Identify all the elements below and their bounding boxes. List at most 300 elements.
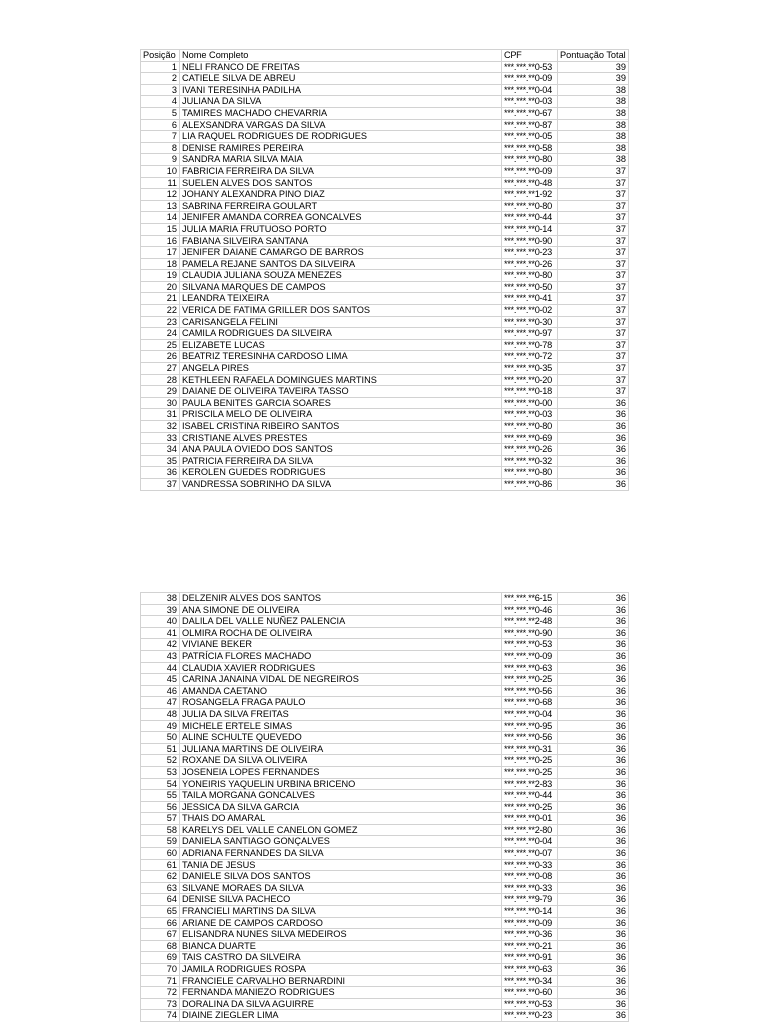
cell-cpf: ***.***.**0-33 [502,882,558,894]
cell-score: 36 [558,593,629,605]
cell-cpf: ***.***.**2-80 [502,824,558,836]
ranking-rows-page-2 [141,593,629,1022]
cell-score: 36 [558,743,629,755]
table-row [141,824,629,836]
cell-score: 36 [558,906,629,918]
table-row [141,650,629,662]
cell-position: 50 [141,732,180,744]
table-header-row [141,50,629,62]
cell-score: 38 [558,119,629,131]
cell-position: 56 [141,801,180,813]
cell-name: IVANI TERESINHA PADILHA [180,84,502,96]
table-row [141,293,629,305]
cell-score: 38 [558,154,629,166]
cell-position: 20 [141,281,180,293]
cell-cpf: ***.***.**0-35 [502,363,558,375]
cell-cpf: ***.***.**0-09 [502,165,558,177]
table-row [141,455,629,467]
cell-cpf: ***.***.**0-26 [502,444,558,456]
cell-position: 19 [141,270,180,282]
table-row [141,409,629,421]
cell-position: 46 [141,685,180,697]
cell-cpf: ***.***.**0-30 [502,316,558,328]
table-row [141,61,629,73]
cell-name: FRANCIELI MARTINS DA SILVA [180,906,502,918]
cell-cpf: ***.***.**0-48 [502,177,558,189]
cell-name: SUELEN ALVES DOS SANTOS [180,177,502,189]
table-row [141,444,629,456]
cell-position: 47 [141,697,180,709]
table-row [141,882,629,894]
cell-name: VERICA DE FATIMA GRILLER DOS SANTOS [180,305,502,317]
cell-position: 51 [141,743,180,755]
cell-name: FABIANA SILVEIRA SANTANA [180,235,502,247]
cell-position: 52 [141,755,180,767]
cell-cpf: ***.***.**0-14 [502,906,558,918]
cell-name: BIANCA DUARTE [180,940,502,952]
cell-position: 42 [141,639,180,651]
cell-score: 38 [558,142,629,154]
cell-score: 38 [558,84,629,96]
cell-position: 41 [141,627,180,639]
cell-position: 2 [141,73,180,85]
header-position: Posição [141,50,180,62]
cell-name: ISABEL CRISTINA RIBEIRO SANTOS [180,421,502,433]
table-row [141,778,629,790]
cell-score: 38 [558,131,629,143]
cell-name: ROXANE DA SILVA OLIVEIRA [180,755,502,767]
cell-name: ALINE SCHULTE QUEVEDO [180,732,502,744]
cell-position: 32 [141,421,180,433]
cell-position: 30 [141,397,180,409]
cell-cpf: ***.***.**0-41 [502,293,558,305]
ranking-rows-page-1 [141,61,629,490]
cell-score: 37 [558,247,629,259]
cell-position: 55 [141,790,180,802]
cell-cpf: ***.***.**0-32 [502,455,558,467]
cell-cpf: ***.***.**0-18 [502,386,558,398]
cell-name: KETHLEEN RAFAELA DOMINGUES MARTINS [180,374,502,386]
table-row [141,119,629,131]
table-row [141,801,629,813]
cell-name: TAILA MORGANA GONCALVES [180,790,502,802]
table-row [141,351,629,363]
table-row [141,305,629,317]
table-row [141,177,629,189]
cell-cpf: ***.***.**0-34 [502,975,558,987]
table-row [141,131,629,143]
cell-name: JAMILA RODRIGUES ROSPA [180,964,502,976]
table-row [141,235,629,247]
cell-position: 27 [141,363,180,375]
cell-cpf: ***.***.**0-60 [502,987,558,999]
cell-name: VIVIANE BEKER [180,639,502,651]
cell-position: 3 [141,84,180,96]
cell-score: 37 [558,316,629,328]
table-row [141,627,629,639]
cell-name: KARELYS DEL VALLE CANELON GOMEZ [180,824,502,836]
cell-score: 36 [558,824,629,836]
cell-name: ALEXSANDRA VARGAS DA SILVA [180,119,502,131]
cell-score: 36 [558,639,629,651]
cell-name: SILVANA MARQUES DE CAMPOS [180,281,502,293]
table-row [141,917,629,929]
cell-cpf: ***.***.**0-01 [502,813,558,825]
cell-position: 38 [141,593,180,605]
table-row [141,732,629,744]
cell-name: TAMIRES MACHADO CHEVARRIA [180,107,502,119]
cell-cpf: ***.***.**0-80 [502,270,558,282]
cell-position: 35 [141,455,180,467]
cell-position: 25 [141,339,180,351]
table-row [141,639,629,651]
cell-cpf: ***.***.**0-46 [502,604,558,616]
cell-position: 49 [141,720,180,732]
table-row [141,790,629,802]
cell-position: 33 [141,432,180,444]
cell-score: 36 [558,917,629,929]
cell-cpf: ***.***.**0-86 [502,478,558,490]
cell-position: 72 [141,987,180,999]
cell-score: 37 [558,281,629,293]
cell-position: 69 [141,952,180,964]
cell-score: 36 [558,455,629,467]
cell-name: ROSANGELA FRAGA PAULO [180,697,502,709]
cell-score: 37 [558,258,629,270]
cell-score: 36 [558,467,629,479]
table-row [141,616,629,628]
cell-position: 13 [141,200,180,212]
table-row [141,281,629,293]
table-row [141,73,629,85]
cell-position: 36 [141,467,180,479]
cell-name: VANDRESSA SOBRINHO DA SILVA [180,478,502,490]
cell-position: 40 [141,616,180,628]
cell-score: 36 [558,616,629,628]
table-row [141,328,629,340]
table-row [141,604,629,616]
table-row [141,339,629,351]
cell-score: 36 [558,975,629,987]
cell-cpf: ***.***.**0-09 [502,650,558,662]
cell-cpf: ***.***.**0-25 [502,755,558,767]
cell-cpf: ***.***.**0-53 [502,639,558,651]
cell-cpf: ***.***.**0-91 [502,952,558,964]
cell-cpf: ***.***.**0-04 [502,84,558,96]
cell-cpf: ***.***.**0-72 [502,351,558,363]
cell-score: 36 [558,650,629,662]
cell-cpf: ***.***.**0-26 [502,258,558,270]
cell-name: TANIA DE JESUS [180,859,502,871]
cell-cpf: ***.***.**0-23 [502,247,558,259]
table-row [141,397,629,409]
cell-score: 37 [558,351,629,363]
cell-cpf: ***.***.**0-80 [502,467,558,479]
cell-position: 48 [141,708,180,720]
cell-score: 38 [558,107,629,119]
table-row [141,766,629,778]
cell-name: JULIANA MARTINS DE OLIVEIRA [180,743,502,755]
cell-cpf: ***.***.**0-78 [502,339,558,351]
cell-name: CATIELE SILVA DE ABREU [180,73,502,85]
cell-position: 65 [141,906,180,918]
cell-score: 36 [558,766,629,778]
cell-cpf: ***.***.**0-03 [502,409,558,421]
table-row [141,906,629,918]
cell-score: 36 [558,627,629,639]
table-row [141,189,629,201]
table-row [141,894,629,906]
table-row [141,662,629,674]
table-row [141,697,629,709]
cell-cpf: ***.***.**0-69 [502,432,558,444]
cell-cpf: ***.***.**0-08 [502,871,558,883]
cell-position: 18 [141,258,180,270]
cell-cpf: ***.***.**0-14 [502,223,558,235]
cell-cpf: ***.***.**0-25 [502,766,558,778]
table-row [141,374,629,386]
table-row [141,998,629,1010]
cell-cpf: ***.***.**0-90 [502,627,558,639]
cell-name: PATRÍCIA FLORES MACHADO [180,650,502,662]
table-row [141,848,629,860]
cell-name: CAMILA RODRIGUES DA SILVEIRA [180,328,502,340]
cell-position: 5 [141,107,180,119]
table-row [141,478,629,490]
cell-score: 36 [558,940,629,952]
header-cpf: CPF [502,50,558,62]
cell-position: 16 [141,235,180,247]
table-row [141,363,629,375]
cell-cpf: ***.***.**0-25 [502,801,558,813]
cell-score: 36 [558,882,629,894]
cell-name: PAULA BENITES GARCIA SOARES [180,397,502,409]
cell-name: ANA PAULA OVIEDO DOS SANTOS [180,444,502,456]
cell-score: 36 [558,397,629,409]
cell-position: 67 [141,929,180,941]
cell-name: DORALINA DA SILVA AGUIRRE [180,998,502,1010]
cell-position: 73 [141,998,180,1010]
cell-score: 36 [558,801,629,813]
table-row [141,720,629,732]
cell-name: ARIANE DE CAMPOS CARDOSO [180,917,502,929]
cell-name: AMANDA CAETANO [180,685,502,697]
cell-cpf: ***.***.**0-25 [502,674,558,686]
cell-score: 36 [558,409,629,421]
cell-score: 36 [558,987,629,999]
cell-name: FABRICIA FERREIRA DA SILVA [180,165,502,177]
cell-score: 36 [558,778,629,790]
header-score: Pontuação Total [558,50,629,62]
cell-position: 62 [141,871,180,883]
cell-cpf: ***.***.**9-79 [502,894,558,906]
cell-position: 66 [141,917,180,929]
table-row [141,708,629,720]
cell-name: MICHELE ERTELE SIMAS [180,720,502,732]
cell-name: SABRINA FERREIRA GOULART [180,200,502,212]
cell-score: 36 [558,432,629,444]
cell-name: DENISE RAMIRES PEREIRA [180,142,502,154]
cell-cpf: ***.***.**0-87 [502,119,558,131]
cell-cpf: ***.***.**0-58 [502,142,558,154]
cell-cpf: ***.***.**0-67 [502,107,558,119]
cell-name: JOHANY ALEXANDRA PINO DIAZ [180,189,502,201]
table-row [141,674,629,686]
table-row [141,96,629,108]
cell-score: 39 [558,61,629,73]
cell-position: 70 [141,964,180,976]
cell-name: ELISANDRA NUNES SILVA MEDEIROS [180,929,502,941]
cell-name: JULIA DA SILVA FREITAS [180,708,502,720]
table-row [141,212,629,224]
cell-name: FRANCIELE CARVALHO BERNARDINI [180,975,502,987]
cell-position: 64 [141,894,180,906]
cell-name: CARISANGELA FELINI [180,316,502,328]
table-row [141,258,629,270]
cell-cpf: ***.***.**0-07 [502,848,558,860]
cell-name: DAIANE DE OLIVEIRA TAVEIRA TASSO [180,386,502,398]
cell-name: PATRICIA FERREIRA DA SILVA [180,455,502,467]
cell-cpf: ***.***.**0-33 [502,859,558,871]
cell-score: 36 [558,813,629,825]
cell-name: JENIFER DAIANE CAMARGO DE BARROS [180,247,502,259]
cell-score: 36 [558,604,629,616]
cell-score: 37 [558,189,629,201]
cell-score: 36 [558,964,629,976]
cell-score: 36 [558,894,629,906]
cell-cpf: ***.***.**0-09 [502,73,558,85]
cell-position: 4 [141,96,180,108]
cell-cpf: ***.***.**0-68 [502,697,558,709]
table-row [141,386,629,398]
cell-cpf: ***.***.**0-80 [502,154,558,166]
cell-position: 37 [141,478,180,490]
table-row [141,142,629,154]
cell-position: 61 [141,859,180,871]
table-row [141,743,629,755]
cell-score: 37 [558,374,629,386]
cell-score: 37 [558,293,629,305]
cell-name: DANIELE SILVA DOS SANTOS [180,871,502,883]
cell-position: 68 [141,940,180,952]
cell-cpf: ***.***.**0-80 [502,200,558,212]
table-row [141,952,629,964]
cell-name: ANA SIMONE DE OLIVEIRA [180,604,502,616]
cell-cpf: ***.***.**1-92 [502,189,558,201]
cell-position: 21 [141,293,180,305]
cell-cpf: ***.***.**2-48 [502,616,558,628]
cell-name: CARINA JANAINA VIDAL DE NEGREIROS [180,674,502,686]
cell-cpf: ***.***.**0-09 [502,917,558,929]
cell-cpf: ***.***.**0-23 [502,1010,558,1022]
cell-cpf: ***.***.**0-31 [502,743,558,755]
cell-position: 39 [141,604,180,616]
cell-name: CLAUDIA JULIANA SOUZA MENEZES [180,270,502,282]
cell-cpf: ***.***.**0-02 [502,305,558,317]
cell-name: KEROLEN GUEDES RODRIGUES [180,467,502,479]
cell-cpf: ***.***.**0-00 [502,397,558,409]
cell-score: 37 [558,270,629,282]
cell-score: 36 [558,732,629,744]
table-row [141,316,629,328]
cell-score: 36 [558,662,629,674]
cell-cpf: ***.***.**6-15 [502,593,558,605]
table-row [141,270,629,282]
cell-score: 36 [558,685,629,697]
table-row [141,165,629,177]
cell-position: 8 [141,142,180,154]
cell-name: FERNANDA MANIEZO RODRIGUES [180,987,502,999]
cell-position: 44 [141,662,180,674]
cell-position: 45 [141,674,180,686]
table-row [141,421,629,433]
cell-position: 1 [141,61,180,73]
cell-cpf: ***.***.**0-04 [502,836,558,848]
cell-name: CLAUDIA XAVIER RODRIGUES [180,662,502,674]
cell-cpf: ***.***.**0-80 [502,421,558,433]
table-row [141,813,629,825]
cell-position: 17 [141,247,180,259]
cell-score: 36 [558,871,629,883]
cell-name: BEATRIZ TERESINHA CARDOSO LIMA [180,351,502,363]
cell-name: LIA RAQUEL RODRIGUES DE RODRIGUES [180,131,502,143]
table-row [141,247,629,259]
cell-cpf: ***.***.**0-21 [502,940,558,952]
cell-score: 36 [558,952,629,964]
cell-name: OLMIRA ROCHA DE OLIVEIRA [180,627,502,639]
cell-score: 37 [558,235,629,247]
table-row [141,1010,629,1022]
cell-position: 10 [141,165,180,177]
cell-score: 36 [558,720,629,732]
cell-name: DANIELA SANTIAGO GONÇALVES [180,836,502,848]
ranking-table-page-1 [140,49,629,491]
cell-score: 37 [558,177,629,189]
cell-name: PAMELA REJANE SANTOS DA SILVEIRA [180,258,502,270]
cell-name: DELZENIR ALVES DOS SANTOS [180,593,502,605]
table-row [141,200,629,212]
cell-name: JESSICA DA SILVA GARCIA [180,801,502,813]
table-row [141,871,629,883]
table-row [141,929,629,941]
cell-position: 54 [141,778,180,790]
table-row [141,836,629,848]
cell-cpf: ***.***.**2-83 [502,778,558,790]
cell-position: 31 [141,409,180,421]
cell-name: CRISTIANE ALVES PRESTES [180,432,502,444]
cell-name: DALILA DEL VALLE NUÑEZ PALENCIA [180,616,502,628]
table-row [141,593,629,605]
cell-name: JOSENEIA LOPES FERNANDES [180,766,502,778]
cell-name: JENIFER AMANDA CORREA GONCALVES [180,212,502,224]
cell-position: 60 [141,848,180,860]
cell-position: 6 [141,119,180,131]
cell-name: LEANDRA TEIXEIRA [180,293,502,305]
cell-position: 34 [141,444,180,456]
cell-name: JULIA MARIA FRUTUOSO PORTO [180,223,502,235]
table-row [141,859,629,871]
cell-score: 37 [558,212,629,224]
cell-cpf: ***.***.**0-53 [502,998,558,1010]
table-row [141,964,629,976]
cell-score: 36 [558,421,629,433]
cell-position: 22 [141,305,180,317]
cell-name: DENISE SILVA PACHECO [180,894,502,906]
cell-cpf: ***.***.**0-63 [502,964,558,976]
cell-cpf: ***.***.**0-44 [502,790,558,802]
cell-score: 36 [558,708,629,720]
header-name: Nome Completo [180,50,502,62]
